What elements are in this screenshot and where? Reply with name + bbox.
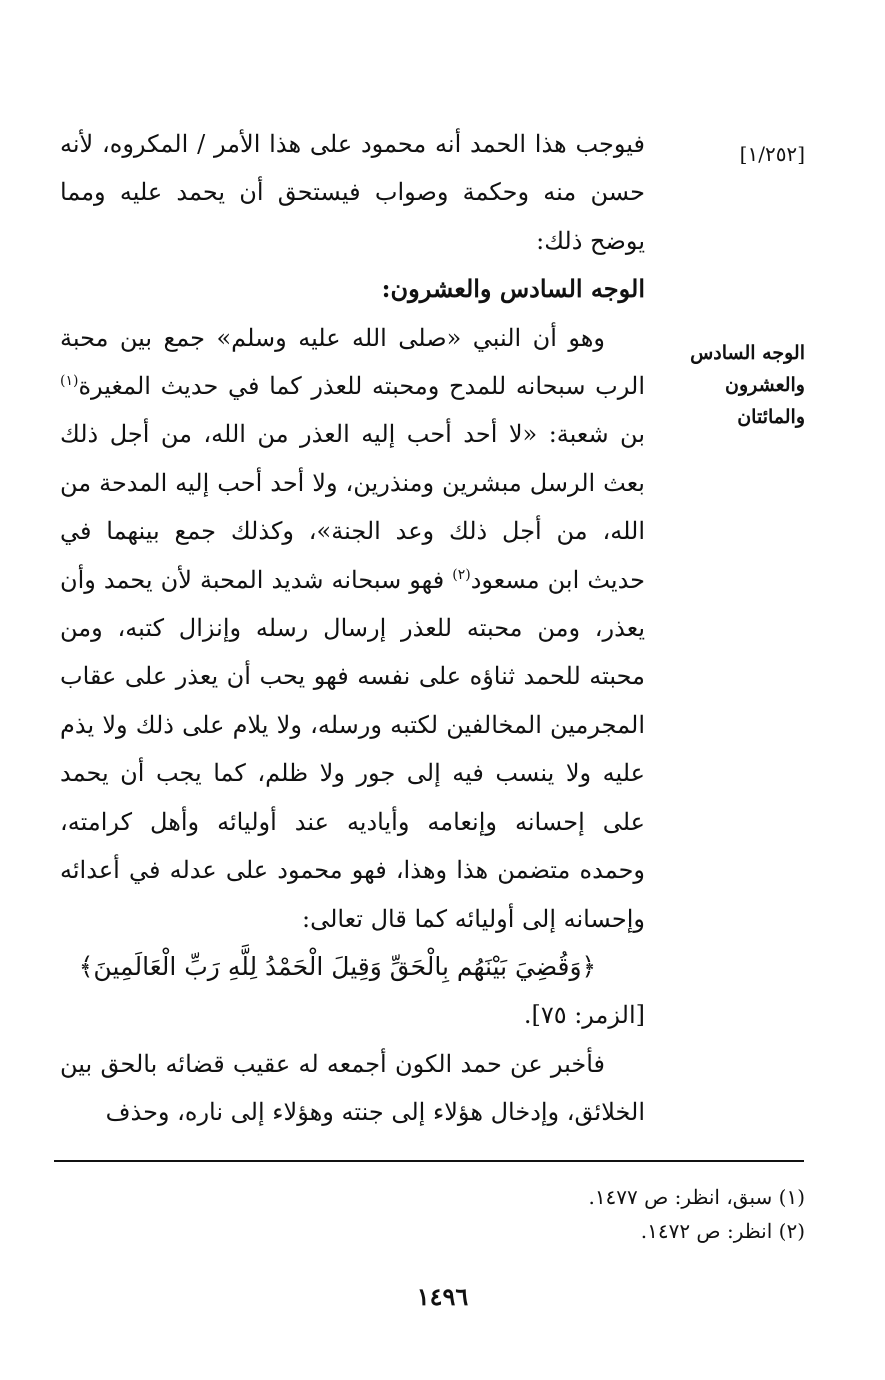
quran-verse: ﴿وَقُضِيَ بَيْنَهُم بِالْحَقِّ وَقِيلَ الْحَمْدُ لِلَّهِ رَبِّ الْعَالَمِينَ﴾	[78, 951, 597, 981]
footnote-separator	[54, 1160, 804, 1162]
footnotes	[65, 1180, 805, 1248]
paragraph-2-part-3: فهو سبحانه شديد المحبة لأن يحمد وأن يعذر، ومن محبته للعذر إرسال رسله وإنزال كتبه، ومن محبته للحمد ثناؤه على نفسه فهو يحب أن يعذر على عقاب المجرمين المخالفين لكتبه ورسله، ولا يلام على ذلك ولا يذم عليه ولا ينسب فيه إلى جور ولا ظلم، كما يجب أن يحمد على إحسانه وإنعامه وأياديه عند أوليائه وأهل كرامته، وحمده متضمن هذا وهذا، فهو محمود على عدله في أعدائه وإحسانه إلى أوليائه كما قال تعالى:	[60, 565, 645, 933]
verse-reference: [الزمر: ٧٥].	[523, 1001, 645, 1030]
paragraph-2-part-2: بن شعبة: «لا أحد أحب إليه العذر من الله، من أجل ذلك بعث الرسل مبشرين ومنذرين، ولا أحد أحب إليه المدحة من الله، من أجل ذلك وعد الجنة»، وكذلك جمع بينهما في حديث ابن مسعود	[60, 420, 645, 594]
footnote-marker-1: (١)	[60, 373, 79, 390]
section-heading: الوجه السادس والعشرون:	[381, 274, 645, 304]
paragraph-2-part-1: وهو أن النبي «صلى الله عليه وسلم» جمع بين محبة الرب سبحانه للمدح ومحبته للعذر كما في حديث المغيرة	[60, 323, 645, 401]
margin-page-reference: [١/٢٥٢]	[739, 142, 805, 166]
main-text	[60, 120, 645, 1137]
paragraph-1: فيوجب هذا الحمد أنه محمود على هذا الأمر / المكروه، لأنه حسن منه وحكمة وصواب فيستحق أن يحمد عليه ومما يوضح ذلك:	[60, 130, 645, 255]
paragraph-3: فأخبر عن حمد الكون أجمعه له عقيب قضائه بالحق بين الخلائق، وإدخال هؤلاء إلى جنته وهؤلاء إلى ناره، وحذف	[60, 1049, 645, 1127]
footnote-1: (١) سبق، انظر: ص ١٤٧٧.	[588, 1185, 805, 1209]
footnote-marker-2: (٢)	[452, 566, 471, 583]
margin-section-label: الوجه السادس والعشرون والمائتان	[690, 342, 805, 428]
footnote-2: (٢) انظر: ص ١٤٧٢.	[640, 1219, 805, 1243]
paragraph-2	[60, 314, 645, 943]
page-number: ١٤٩٦	[416, 1282, 469, 1311]
